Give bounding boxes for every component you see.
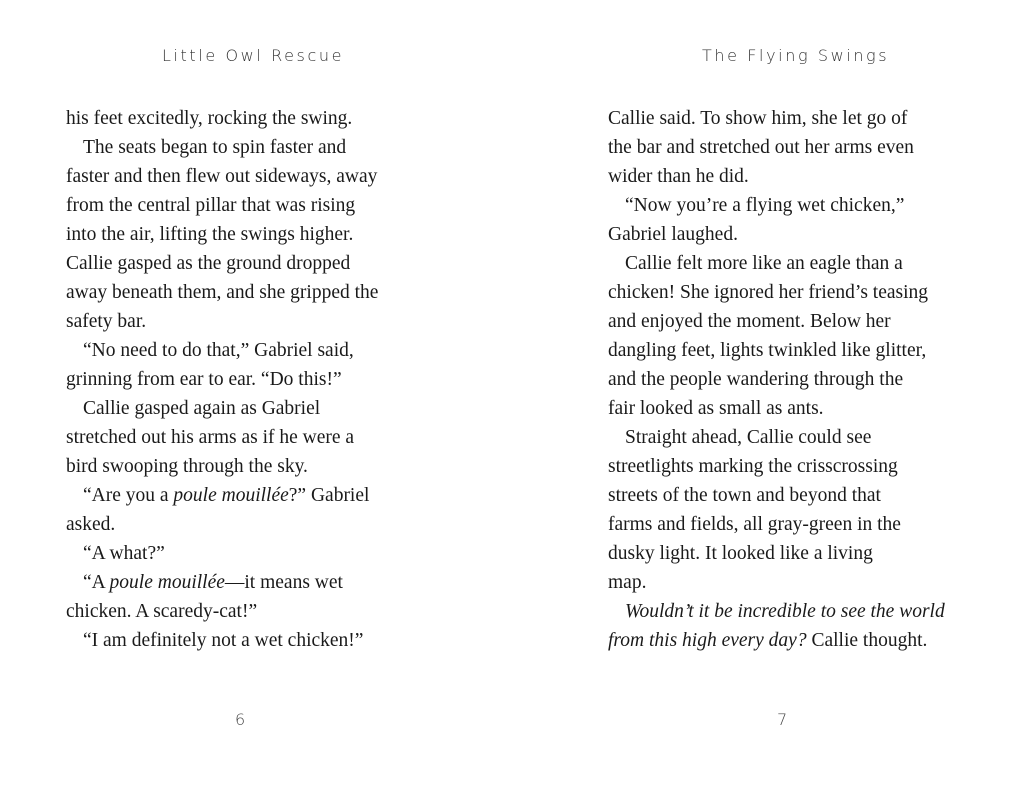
text-segment: stretched out his arms as if he were a (66, 427, 355, 448)
text-segment: “I am definitely not a wet chicken!” (83, 630, 364, 651)
right-page (512, 0, 1024, 789)
text-segment: “A what?” (83, 543, 165, 564)
text-line (66, 249, 466, 278)
text-segment: into the air, lifting the swings higher. (66, 224, 354, 245)
body-text-left (66, 104, 466, 655)
text-segment: Callie gasped as the ground dropped (66, 253, 351, 274)
text-line (66, 597, 466, 626)
text-line (608, 452, 1008, 481)
text-line (66, 220, 466, 249)
text-line (66, 104, 466, 133)
text-line (608, 568, 1008, 597)
text-segment: asked. (66, 514, 116, 535)
text-segment: chicken! She ignored her friend’s teasing (608, 282, 929, 303)
text-line (608, 133, 1008, 162)
text-segment: “Are you a (83, 485, 174, 506)
text-segment: “Now you’re a flying wet chicken,” (625, 195, 905, 216)
text-line (66, 423, 466, 452)
text-line (608, 626, 1008, 655)
text-segment: Callie thought. (806, 630, 928, 651)
italic-text-segment: poule mouillée (109, 572, 225, 593)
text-segment: map. (608, 572, 647, 593)
running-head-left: Little Owl Rescue (162, 46, 345, 65)
text-segment: bird swooping through the sky. (66, 456, 308, 477)
body-text-right (608, 104, 1008, 655)
running-head-right: The Flying Swings (702, 46, 890, 65)
text-segment: dangling feet, lights twinkled like glitter, (608, 340, 927, 361)
text-line (66, 626, 466, 655)
italic-text-segment: poule mouillée (173, 485, 289, 506)
text-segment: grinning from ear to ear. “Do this!” (66, 369, 342, 390)
text-segment: Straight ahead, Callie could see (625, 427, 872, 448)
text-line (608, 510, 1008, 539)
text-segment: “No need to do that,” Gabriel said, (83, 340, 354, 361)
text-segment: ?” Gabriel (288, 485, 370, 506)
text-segment: his feet excitedly, rocking the swing. (66, 108, 353, 129)
text-line (608, 394, 1008, 423)
text-segment: and the people wandering through the (608, 369, 904, 390)
text-line (608, 307, 1008, 336)
text-line (608, 162, 1008, 191)
text-segment: Callie said. To show him, she let go of (608, 108, 908, 129)
text-line (66, 365, 466, 394)
text-line (66, 307, 466, 336)
text-segment: Gabriel laughed. (608, 224, 738, 245)
italic-text-segment: Wouldn’t it be incredible to see the world (625, 601, 945, 622)
text-segment: away beneath them, and she gripped the (66, 282, 379, 303)
italic-text-segment: from this high every day? (608, 630, 807, 651)
text-line (608, 597, 1008, 626)
text-segment: Callie gasped again as Gabriel (83, 398, 321, 419)
text-line (66, 452, 466, 481)
text-line (66, 336, 466, 365)
text-line (66, 394, 466, 423)
text-segment: faster and then flew out sideways, away (66, 166, 378, 187)
text-segment: streetlights marking the crisscrossing (608, 456, 898, 477)
text-segment: and enjoyed the moment. Below her (608, 311, 891, 332)
text-segment: farms and fields, all gray-green in the (608, 514, 901, 535)
text-segment: Callie felt more like an eagle than a (625, 253, 903, 274)
text-segment: chicken. A scaredy-cat!” (66, 601, 258, 622)
text-segment: fair looked as small as ants. (608, 398, 824, 419)
text-segment: the bar and stretched out her arms even (608, 137, 914, 158)
text-segment: wider than he did. (608, 166, 749, 187)
text-line (608, 249, 1008, 278)
text-segment: —it means wet (224, 572, 343, 593)
text-segment: The seats began to spin faster and (83, 137, 347, 158)
text-segment: “A (83, 572, 110, 593)
text-line (66, 568, 466, 597)
text-line (66, 162, 466, 191)
text-line (608, 278, 1008, 307)
text-line (608, 104, 1008, 133)
text-segment: safety bar. (66, 311, 147, 332)
text-line (608, 365, 1008, 394)
text-line (66, 133, 466, 162)
page-number-left: 6 (235, 710, 246, 729)
text-segment: from the central pillar that was rising (66, 195, 356, 216)
page-number-right: 7 (777, 710, 788, 729)
text-line (608, 423, 1008, 452)
text-line (66, 191, 466, 220)
text-line (608, 336, 1008, 365)
text-line (66, 278, 466, 307)
text-line (608, 220, 1008, 249)
text-line (66, 481, 466, 510)
text-line (66, 510, 466, 539)
text-line (66, 539, 466, 568)
text-segment: streets of the town and beyond that (608, 485, 881, 506)
text-line (608, 481, 1008, 510)
text-line (608, 191, 1008, 220)
text-segment: dusky light. It looked like a living (608, 543, 873, 564)
text-line (608, 539, 1008, 568)
